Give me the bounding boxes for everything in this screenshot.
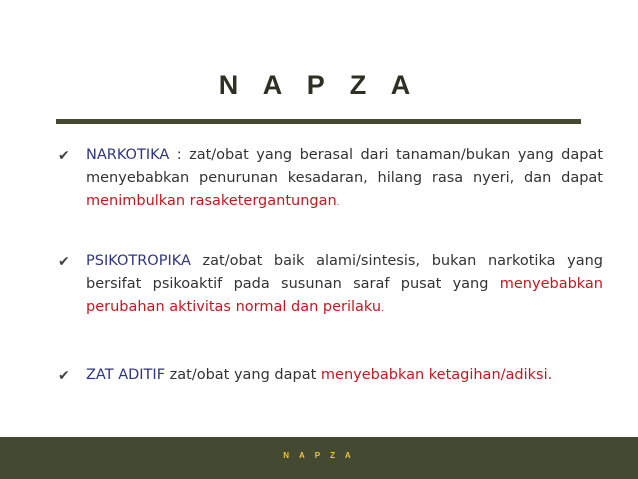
highlight-text: menyebabkan ketagihan/adiksi. [320,367,553,383]
end-mark: . [381,304,384,314]
title-divider [56,119,581,124]
bullet-zat-aditif [58,364,603,389]
check-arrow-icon: ✔ [58,368,70,384]
bullet-psikotropika-text [86,250,603,321]
bullet-narkotika-text [86,144,603,215]
term-label: NARKOTIKA [86,147,170,163]
bullet-narkotika [58,144,603,215]
term-label: PSIKOTROPIKA [86,253,191,269]
footer-label: N A P Z A [283,451,355,460]
highlight-text: menyebabkan perubahan aktivitas normal dan perilaku [86,276,603,315]
end-mark: . [336,198,340,208]
term-label: ZAT ADITIF [86,367,166,383]
check-arrow-icon: ✔ [58,254,70,270]
check-arrow-icon: ✔ [58,148,70,164]
definition-text: zat/obat baik alami/sintesis, bukan narkotika yang bersifat psikoaktif pada susunan saraf pusat yang [86,253,603,292]
definition-text: zat/obat yang dapat [165,367,321,383]
bullet-zat-aditif-text [86,364,603,389]
bullet-psikotropika [58,250,603,321]
highlight-text: menimbulkan rasaketergantungan [86,193,337,209]
footer-bar [0,437,638,479]
slide-title: N A P Z A [218,70,420,100]
definition-text: : zat/obat yang berasal dari tanaman/bukan yang dapat menyebabkan penurunan kesadaran, hilang rasa nyeri, dan dapat [86,147,603,186]
